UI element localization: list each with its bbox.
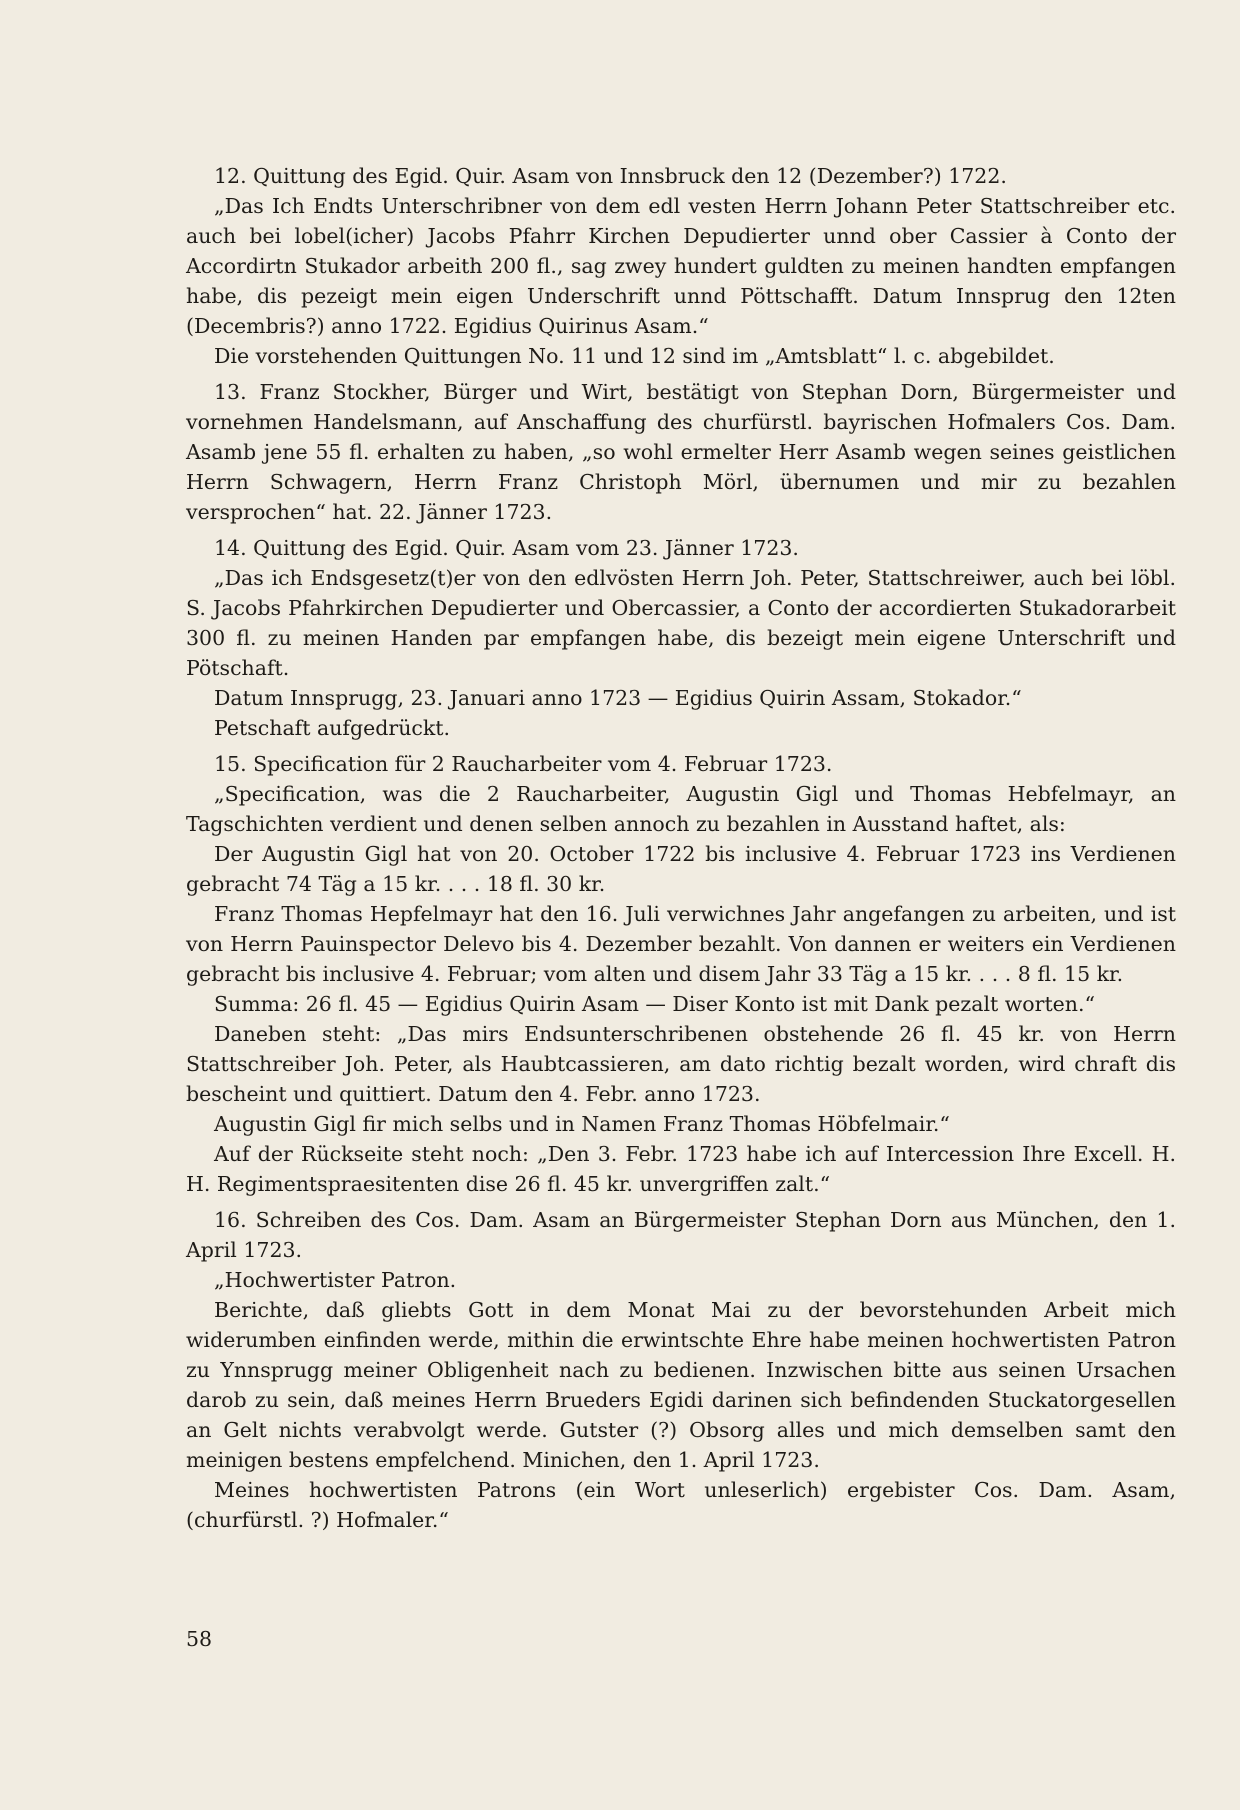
paragraph: Berichte, daß gliebts Gott in dem Monat Mai zu der bevorstehunden Arbeit mich widerumben einfinden werde, mithin die erwintschte Ehre habe meinen hochwertisten Patron zu Ynnsprugg meiner Obligenheit nach zu bedienen. Inzwischen bitte aus seinen Ursachen darob zu sein, daß meines Herrn Brueders Egidi darinen sich befindenden Stuckatorgesellen an Gelt nichts verabvolgt werde. Gutster (?) Obsorg alles und mich demselben samt den meinigen bestens empfelchend. Minichen, den 1. April 1723.	[186, 1298, 1176, 1472]
page-number: 58	[186, 1627, 213, 1651]
paragraph: 12. Quittung des Egid. Quir. Asam von Innsbruck den 12 (Dezember?) 1722.	[214, 164, 1007, 188]
paragraph: Augustin Gigl fir mich selbs und in Namen Franz Thomas Höbfelmair.“	[214, 1112, 950, 1136]
paragraph: Franz Thomas Hepfelmayr hat den 16. Juli verwichnes Jahr angefangen zu arbeiten, und ist von Herrn Pauinspector Delevo bis 4. Dezember bezahlt. Von dannen er weiters ein Verdienen gebracht bis inclusive 4. Februar; vom alten und disem Jahr 33 Täg a 15 kr. . . . 8 fl. 15 kr.	[186, 902, 1176, 986]
paragraph: Datum Innsprugg, 23. Januari anno 1723 — Egidius Quirin Assam, Stokador.“	[214, 686, 1022, 710]
paragraph: 13. Franz Stockher, Bürger und Wirt, bestätigt von Stephan Dorn, Bürgermeister und vornehmen Handelsmann, auf Anschaffung des churfürstl. bayrischen Hofmalers Cos. Dam. Asamb jene 55 fl. erhalten zu haben, „so wohl ermelter Herr Asamb wegen seines geistlichen Herrn Schwagern, Herrn Franz Christoph Mörl, übernumen und mir zu bezahlen versprochen“ hat. 22. Jänner 1723.	[186, 380, 1176, 524]
paragraph: 16. Schreiben des Cos. Dam. Asam an Bürgermeister Stephan Dorn aus München, den 1. April 1723.	[186, 1208, 1176, 1262]
paragraph: 14. Quittung des Egid. Quir. Asam vom 23. Jänner 1723.	[214, 536, 799, 560]
paragraph: Auf der Rückseite steht noch: „Den 3. Febr. 1723 habe ich auf Intercession Ihre Excell. H. H. Regimentspraesitenten dise 26 fl. 45 kr. unvergriffen zalt.“	[186, 1142, 1176, 1196]
paragraph: „Specification, was die 2 Raucharbeiter, Augustin Gigl und Thomas Hebfelmayr, an Tagschichten verdient und denen selben annoch zu bezahlen in Ausstand haftet, als:	[186, 782, 1176, 836]
paragraph: Meines hochwertisten Patrons (ein Wort unleserlich) ergebister Cos. Dam. Asam, (churfürstl. ?) Hofmaler.“	[186, 1478, 1176, 1532]
paragraph: „Das ich Endsgesetz(t)er von den edlvösten Herrn Joh. Peter, Stattschreiwer, auch bei löbl. S. Jacobs Pfahrkirchen Depudierter und Obercassier, a Conto der accordierten Stukadorarbeit 300 fl. zu meinen Handen par empfangen habe, dis bezeigt mein eigene Unterschrift und Pötschaft.	[186, 566, 1176, 680]
paragraph: Der Augustin Gigl hat von 20. October 1722 bis inclusive 4. Februar 1723 ins Verdienen gebracht 74 Täg a 15 kr. . . . 18 fl. 30 kr.	[186, 842, 1176, 896]
paragraph: Daneben steht: „Das mirs Endsunterschribenen obstehende 26 fl. 45 kr. von Herrn Stattschreiber Joh. Peter, als Haubtcassieren, am dato richtig bezalt worden, wird chraft dis bescheint und quittiert. Datum den 4. Febr. anno 1723.	[186, 1022, 1176, 1106]
paragraph: Petschaft aufgedrückt.	[214, 716, 451, 740]
paragraph: 15. Specification für 2 Raucharbeiter vom 4. Februar 1723.	[214, 752, 833, 776]
paragraph: „Das Ich Endts Unterschribner von dem edl vesten Herrn Johann Peter Stattschreiber etc. auch bei lobel(icher) Jacobs Pfahrr Kirchen Depudierter unnd ober Cassier à Conto der Accordirtn Stukador arbeith 200 fl., sag zwey hundert guldten zu meinen handten empfangen habe, dis pezeigt mein eigen Underschrift unnd Pöttschafft. Datum Innsprug den 12ten (Decembris?) anno 1722. Egidius Quirinus Asam.“	[186, 194, 1176, 338]
paragraph: Die vorstehenden Quittungen No. 11 und 12 sind im „Amtsblatt“ l. c. abgebildet.	[214, 344, 1055, 368]
paragraph: Summa: 26 fl. 45 — Egidius Quirin Asam — Diser Konto ist mit Dank pezalt worten.“	[214, 992, 1096, 1016]
page-body	[186, 161, 1176, 1535]
paragraph: „Hochwertister Patron.	[214, 1268, 457, 1292]
